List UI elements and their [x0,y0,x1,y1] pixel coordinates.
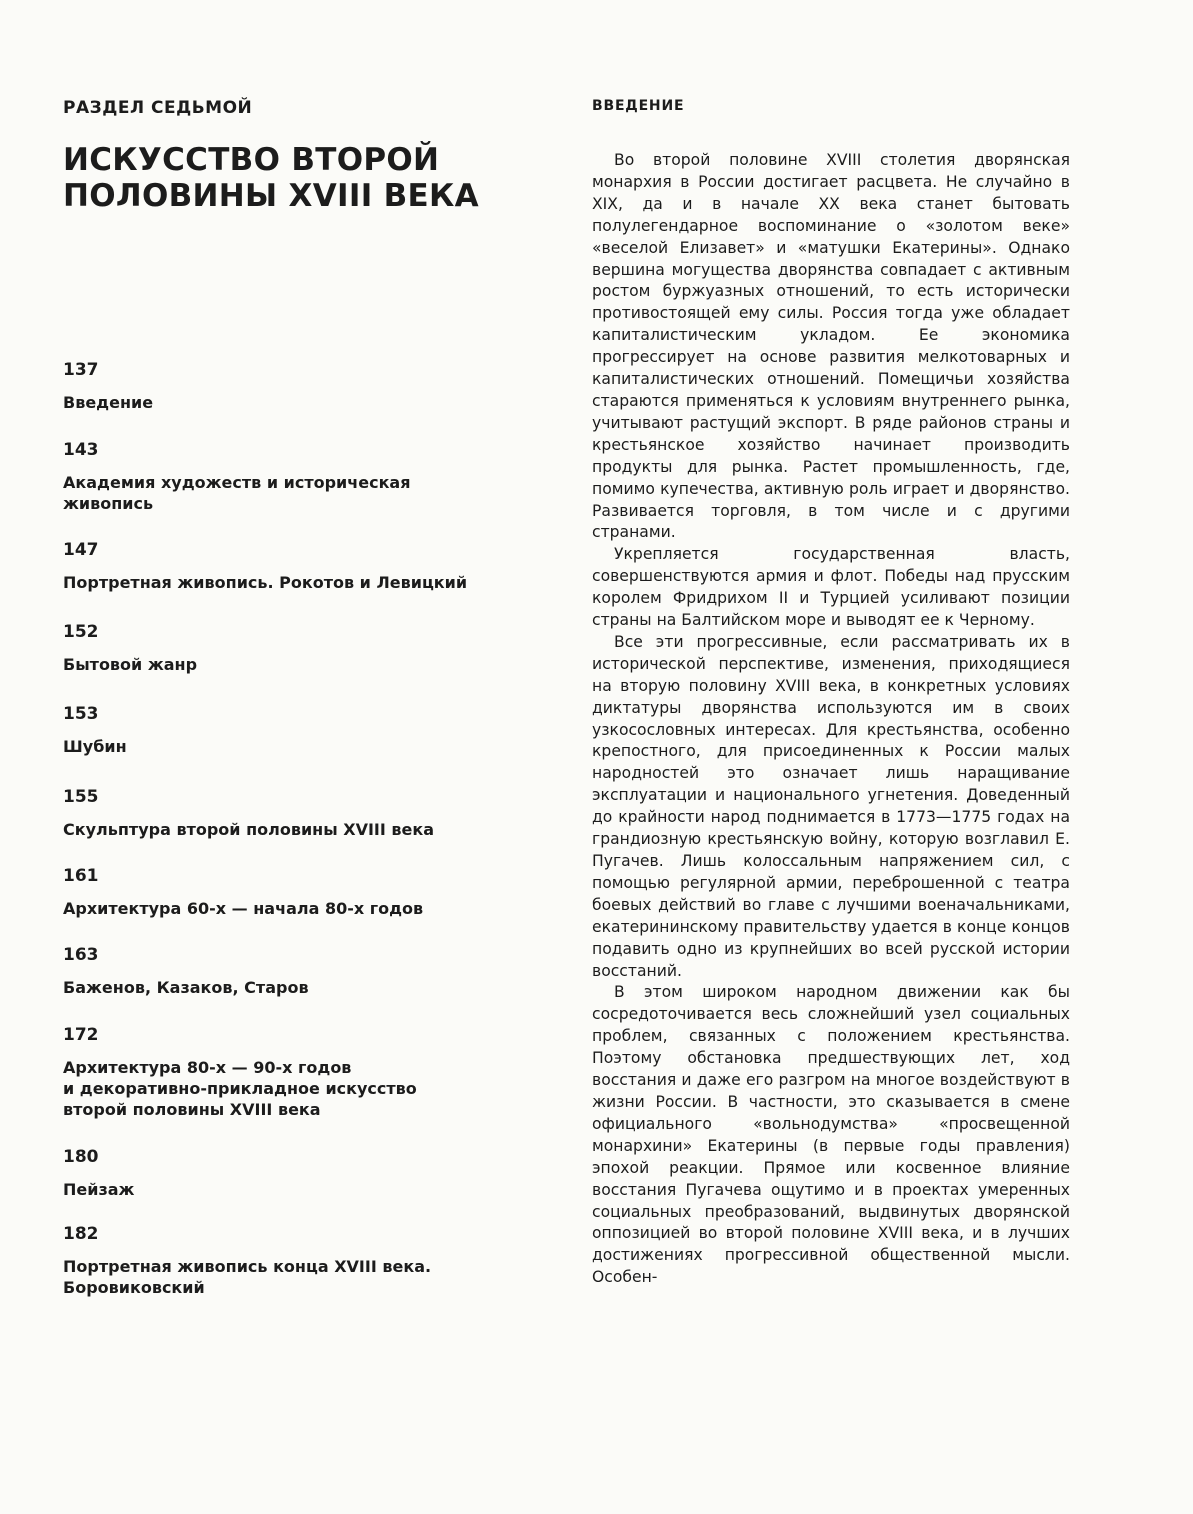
toc-title: Архитектура 80-х — 90-х годов и декоративно-прикладное искусство второй половины XVIII века [63,1058,417,1119]
toc-entry [63,1224,543,1298]
section-header [63,98,533,118]
toc-page-number: 161 [63,866,99,886]
part-title: ИСКУССТВО ВТОРОЙ ПОЛОВИНЫ XVIII ВЕКА [63,142,479,214]
toc-title: Введение [63,393,154,412]
toc-entry [63,1025,543,1120]
toc-page-number: 163 [63,945,99,965]
toc-title: Портретная живопись конца XVIII века. Боровиковский [63,1257,432,1297]
toc-entry [63,704,543,757]
toc-entry [63,787,543,840]
toc-entry [63,945,543,998]
toc-page-number: 147 [63,540,99,560]
toc-title: Баженов, Казаков, Старов [63,978,309,997]
toc-title: Архитектура 60-х — начала 80-х годов [63,899,424,918]
introduction-body [592,150,1070,1289]
toc-page-number: 137 [63,360,99,380]
toc-title: Шубин [63,737,127,756]
body-paragraph: Укрепляется государственная власть, совершенствуются армия и флот. Победы над прусским королем Фридрихом II и Турцией усиливают позиции страны на Балтийском море и выводят ее к Черному. [592,545,1070,630]
toc-entry [63,622,543,675]
toc-entry [63,866,543,919]
body-paragraph: Во второй половине XVIII столетия дворянская монархия в России достигает расцвета. Не случайно в XIX, да и в начале XX века станет бытовать полулегендарное воспоминание о «золотом веке» «веселой Елизавет» и «матушки Екатерины». Однако вершина могущества дворянства совпадает с активным ростом буржуазных отношений, то есть исторически противостоящей ему силы. Россия тогда уже обладает капиталистическим укладом. Ее экономика прогрессирует на основе развития мелкотоварных и капиталистических отношений. Помещичьи хозяйства стараются применяться к условиям внутреннего рынка, учитывают растущий экспорт. В ряде районов страны и крестьянское хозяйство начинает производить продукты для рынка. Растет промышленность, где, помимо купечества, активную роль играет и дворянство. Развивается торговля, в том числе и с другими странами. [592,151,1070,542]
toc-page-number: 153 [63,704,99,724]
toc-entry [63,440,543,514]
body-paragraph: В этом широком народном движении как бы сосредоточивается весь сложнейший узел социальных проблем, связанных с положением крестьянства. Поэтому обстановка предшествующих лет, ход восстания и даже его разгром на многое воздействуют в жизни России. В частности, это сказывается в смене официального «вольнодумства» «просвещенной монархини» Екатерины (в первые годы правления) эпохой реакции. Прямое или косвенное влияние восстания Пугачева ощутимо и в проектах умеренных социальных преобразований, выдвинутых дворянской оппозицией во второй половине XVIII века, и в лучших достижениях прогрессивной общественной мысли. Особен- [592,983,1070,1287]
toc-title: Скульптура второй половины XVIII века [63,820,435,839]
toc-page-number: 155 [63,787,99,807]
toc-page-number: 172 [63,1025,99,1045]
toc-title: Пейзаж [63,1180,135,1199]
body-paragraph: Все эти прогрессивные, если рассматривать их в исторической перспективе, изменения, приходящиеся на вторую половину XVIII века, в конкретных условиях диктатуры дворянства используются им в своих узкосословных интересах. Для крестьянства, особенно крепостного, для присоединенных к России малых народностей это означает лишь наращивание эксплуатации и национального угнетения. Доведенный до крайности народ поднимается в 1773—1775 годах на грандиозную крестьянскую войну, которую возглавил Е. Пугачев. Лишь колоссальным напряжением сил, с помощью регулярной армии, переброшенной с театра боевых действий во главе с лучшими военачальниками, екатерининскому правительству удается в конце концов подавить одно из крупнейших во всей русской истории восстаний. [592,632,1070,980]
introduction-heading: ВВЕДЕНИЕ [592,98,685,114]
toc-page-number: 143 [63,440,99,460]
introduction-column [592,98,1070,1289]
toc-page-number: 152 [63,622,99,642]
toc-entry [63,540,543,593]
toc-entry [63,1147,543,1200]
toc-entry [63,360,543,413]
toc-title: Академия художеств и историческая живопись [63,473,411,513]
toc-title: Портретная живопись. Рокотов и Левицкий [63,573,468,592]
section-label: РАЗДЕЛ СЕДЬМОЙ [63,98,253,118]
toc-page-number: 180 [63,1147,99,1167]
toc-page-number: 182 [63,1224,99,1244]
toc-title: Бытовой жанр [63,655,198,674]
